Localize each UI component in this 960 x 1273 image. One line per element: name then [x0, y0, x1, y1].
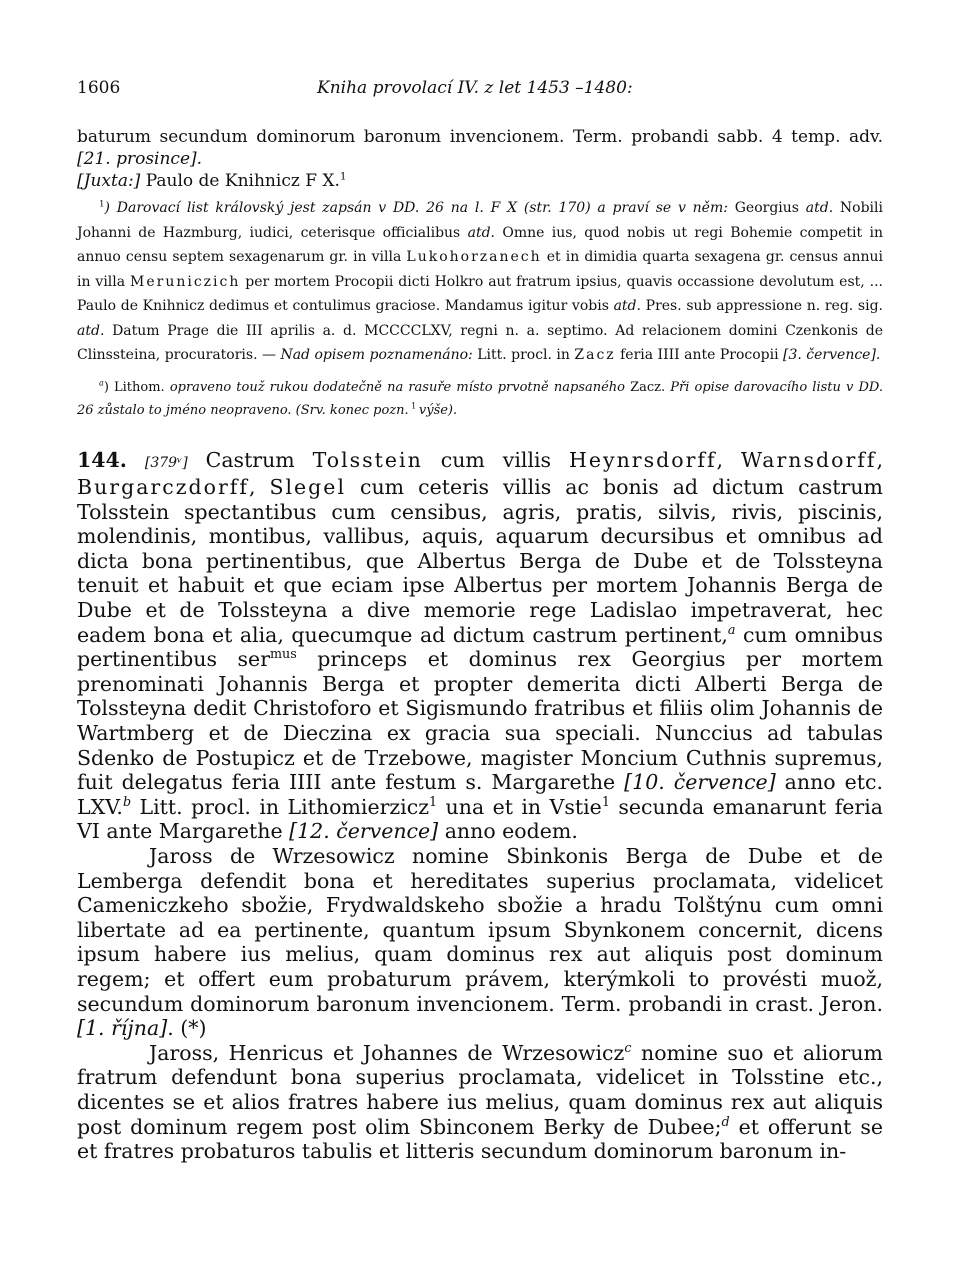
footnote-text: per mortem Procopii dicti Holkro aut fratrum ipsius, quavis occassione devolutum est, ... Paulo de Knihnicz dedimus et contulimus graciose. Mandamus igitur vobis [77, 273, 883, 314]
defense-paragraph-1 [77, 844, 883, 1041]
entry-text: secunda emanarunt feria VI ante Margarethe [77, 794, 883, 844]
folio-ref: [379ᵛ] [144, 454, 188, 471]
date-annotation: [12. července] [289, 819, 439, 844]
entry-text: nomine suo et aliorum fratrum defendunt bona superius proclamata, videlicet in Tolsstine etc., dicentes se et alios fratres habere ius melius, quam dominus rex aut aliquis post dominum regem post olim Sbinconem Berky de Dubee; [77, 1040, 883, 1139]
entry-text: . (*) [167, 1016, 207, 1041]
entry-text: , [876, 447, 883, 472]
footnote-text: . Omne ius, quod nobis ut regi Bohemie competit in annuo censu septem sexagenarum gr. in villa [77, 224, 883, 265]
footnote-ref: d [721, 1113, 730, 1129]
entry-text: una et in Vstie [437, 794, 602, 819]
entry-144 [77, 448, 883, 845]
footnote-ref: a [727, 621, 736, 637]
critical-apparatus [77, 376, 883, 422]
continuation-line-3: Paulo de Knihnicz F X. [140, 171, 340, 191]
footnote-text: Litt. procl. in [472, 347, 575, 363]
footnote-text: et in dimidia quarta sexagena gr. census annui in villa [77, 249, 883, 290]
continuation-line-1: baturum secundum dominorum baronum invencionem. Term. probandi sabb. [77, 127, 764, 147]
apparatus-text: ) Lithom. [103, 379, 170, 395]
date-annotation: [3. července]. [783, 347, 881, 363]
entry-text: cum villis [422, 447, 569, 472]
continuation-line-2: 4 temp. adv. [771, 127, 884, 147]
entry-text: cum omnibus pertinentibus ser [77, 622, 883, 672]
footnote-ref: 1 [429, 793, 438, 809]
place-name: Warnsdorff [740, 447, 877, 472]
footnote-ref: b [122, 793, 132, 809]
place-name: Heynrsdorff [568, 447, 717, 472]
footnote-text: . Datum Prage die III aprilis a. d. MCCCCLXV, regni n. a. septimo. Ad relacionem domini Czenkonis de Clinssteina, procuratoris. — [77, 322, 883, 363]
apparatus-text: výše). [418, 402, 458, 418]
entry-text: Litt. procl. in Lithomierzicz [131, 794, 430, 819]
entry-text: Jaross de Wrzesowicz nomine Sbinkonis Berga de Dube et de Lemberga defendit bona et hereditates superius proclamata, videlicet Cameniczkeho sbožie, Frydwaldskeho sbožie a hradu Tolštýnu cum omni libertate ad ea pertinente, quantum ipsum Sbynkonem concernit, dicens ipsum habere ius melius, quam dominus rex aut aliquis post dominum regem; et offert eum probaturum právem, kterýmkoli to provésti muož, secundum dominorum baronum invencionem. Term. probandi in crast. Jeron. [77, 844, 883, 1016]
footnote-intro: ) Darovací list královský jest zapsán v DD. 26 na l. F X (str. 170) a praví se v něm: [104, 200, 728, 216]
running-title: Kniha provolací IV. z let 1453 –1480: [317, 78, 633, 98]
apparatus-text: Při opise darovacího listu v DD. 26 zůstalo to jméno neopraveno. (Srv. konec pozn. [77, 379, 883, 418]
page [77, 78, 883, 1164]
footnote-text: . Pres. sub appressione n. reg. sig. [636, 298, 883, 314]
apparatus-text: opraveno touž rukou dodatečně na rasuře místo prvotně napsaného [169, 379, 625, 395]
entry-text: cum ceteris villis ac bonis ad dictum castrum Tolsstein spectantibus cum censibus, agris, pratis, silvis, rivis, piscinis, molendinis, montibus, vallibus, aquis, aquarum decursibus et omnibus ad dicta bona pertinentibus, que Albertus Berga de Dube et de Tolssteyna tenuit et habuit et que eciam ipse Albertus per mortem Johannis Berga de Dube et de Tolssteyna a dive memorie rege Ladislao impetraverat, hec eadem bona et alia, quecumque ad dictum castrum pertinent, [77, 475, 883, 647]
place-name: Zacz [574, 347, 616, 363]
place-name: Slegel [269, 475, 346, 500]
footnote-1 [77, 196, 883, 368]
entry-text: et offerunt se et fratres probaturos tabulis et litteris secundum dominorum baronum in- [77, 1114, 883, 1164]
entry-text: princeps et dominus rex Georgius per mortem prenominati Johannis Berga et propter demerita dicti Alberti Berga de Tolssteyna dedit Christoforo et Sigismundo fratribus et filiis olim Johannis de Wartmberg et de Dieczina ex gracia sua speciali. Nunccius ad tabulas Sdenko de Postupicz et de Trzebowe, magister Moncium Cuthnis supremus, fuit delegatus feria IIII ante festum s. Margarethe [77, 647, 884, 795]
footnote-text: Georgius [734, 200, 806, 216]
editorial-note: Nad opisem poznamenáno: [280, 347, 473, 363]
page-number: 1606 [77, 78, 121, 98]
abbrev-atd: atd [77, 322, 100, 339]
continuation-paragraph [77, 126, 883, 192]
apparatus-marker: a [99, 378, 104, 388]
place-name: Tolsstein [312, 447, 423, 472]
entry-text: anno eodem. [438, 819, 578, 844]
place-name: Lukohorzanech [406, 249, 542, 265]
entry-number: 144. [77, 447, 127, 472]
footnote-ref: 1 [601, 793, 610, 809]
footnote-marker: 1 [99, 199, 105, 210]
apparatus-text: 1 [408, 401, 419, 411]
juxta-label: [Juxta:] [77, 171, 141, 191]
place-name: Burgarczdorff [77, 475, 249, 500]
abbrev-atd: atd [805, 200, 829, 216]
entry-text: , [716, 447, 741, 472]
abbrev-atd: atd [467, 224, 491, 241]
entry-text: Castrum [187, 447, 313, 472]
place-name: Meruniczich [130, 273, 241, 290]
footnote-ref: 1 [339, 170, 347, 183]
running-head [77, 78, 883, 112]
date-annotation: [21. prosince]. [77, 149, 203, 169]
abbrev-atd: atd [613, 298, 637, 314]
entry-text: , [248, 475, 270, 500]
entry-text: Jaross, Henricus et Johannes de Wrzesowicz [149, 1040, 625, 1065]
defense-paragraph-2 [77, 1041, 883, 1164]
footnote-text: . Nobili Johanni de Hazmburg, iudici, ceterisque officialibus [77, 200, 883, 241]
footnote-ref: c [624, 1039, 632, 1055]
date-annotation: [10. července] [624, 770, 776, 795]
entry-text: anno etc. LXV. [77, 770, 883, 819]
date-annotation: [1. října] [77, 1016, 168, 1041]
superscript-abbrev: mus [270, 646, 297, 662]
apparatus-text: Zacz. [624, 379, 671, 395]
footnote-text: feria IIII ante Procopii [615, 347, 784, 363]
